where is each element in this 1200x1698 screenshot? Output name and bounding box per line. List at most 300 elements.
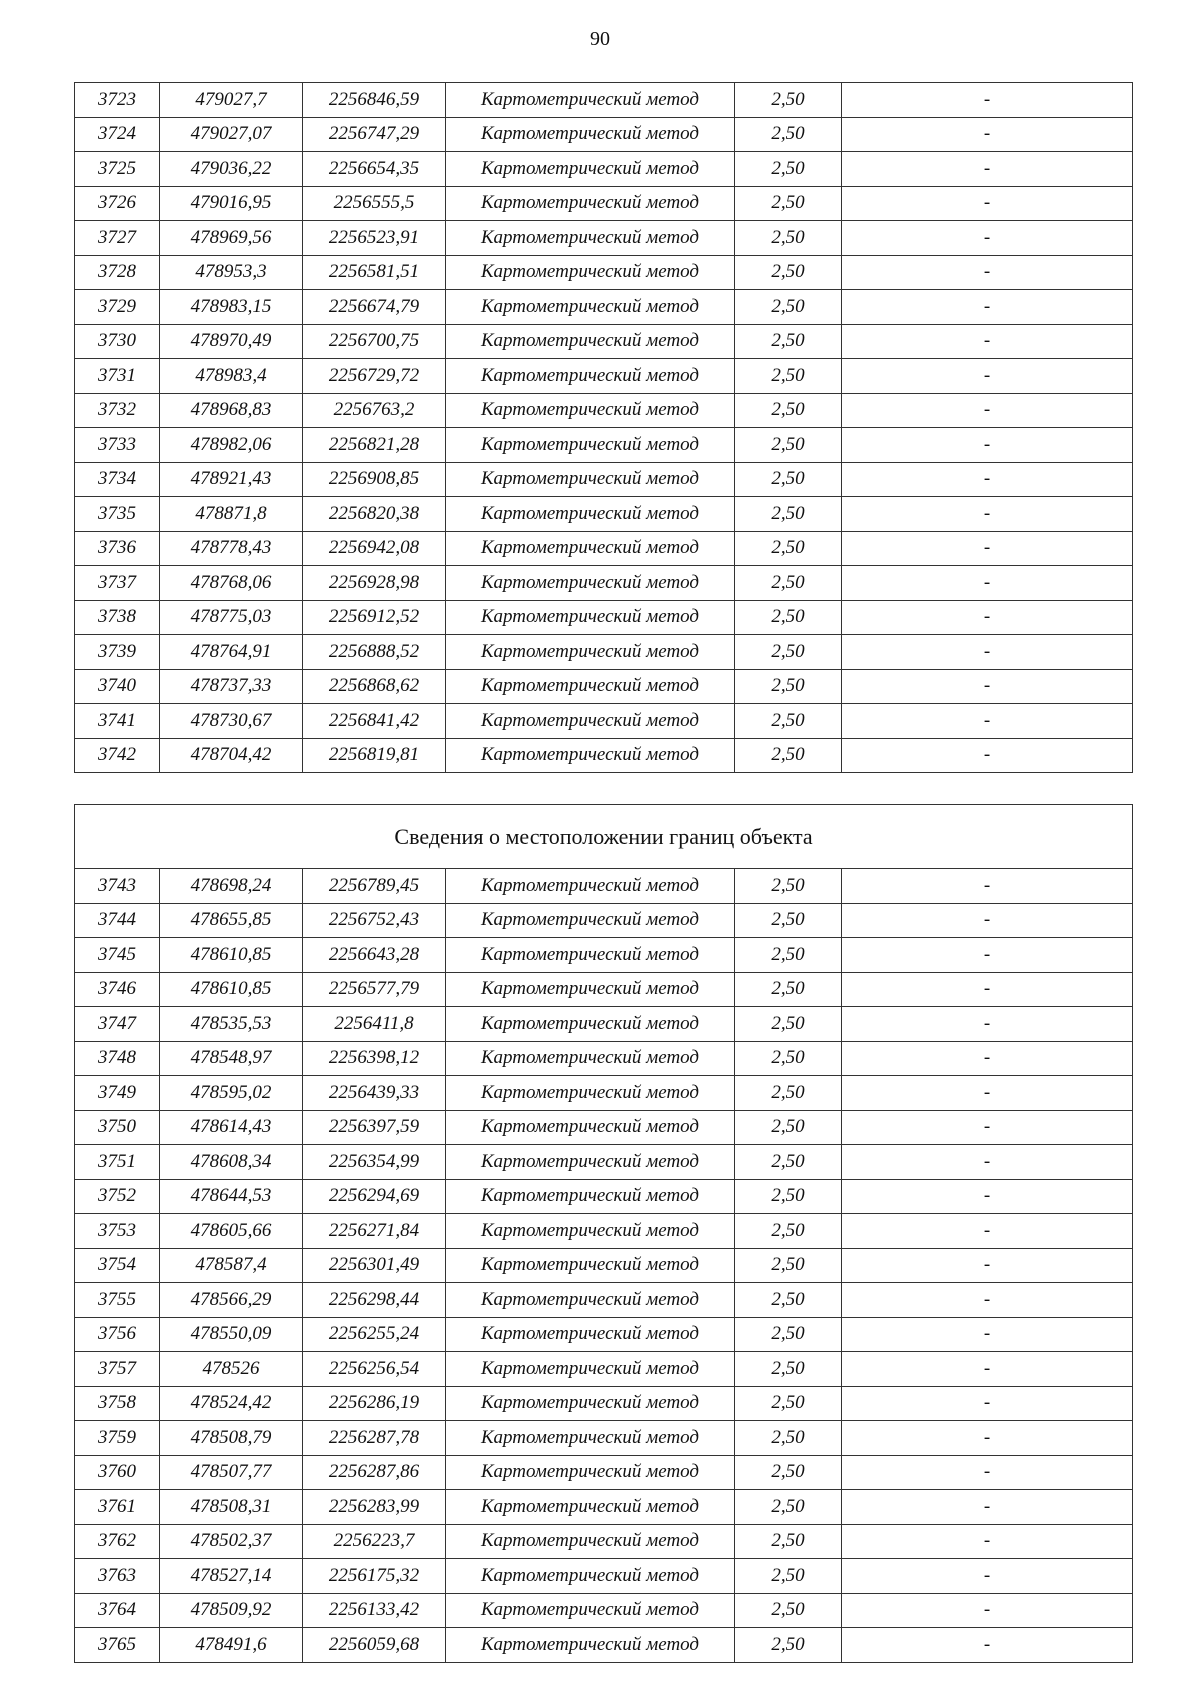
x-coordinate-cell: 479016,95 <box>160 186 303 221</box>
table-row <box>75 600 1133 635</box>
method-cell: Картометрический метод <box>446 903 735 938</box>
x-coordinate-cell: 478871,8 <box>160 497 303 532</box>
table-row <box>75 972 1133 1007</box>
method-cell: Картометрический метод <box>446 497 735 532</box>
method-cell: Картометрический метод <box>446 566 735 601</box>
coordinates-table-2-body <box>75 805 1133 1663</box>
table-row <box>75 1283 1133 1318</box>
method-cell: Картометрический метод <box>446 704 735 739</box>
method-cell: Картометрический метод <box>446 1524 735 1559</box>
table-row <box>75 1179 1133 1214</box>
point-number-cell: 3765 <box>75 1628 160 1663</box>
note-cell: - <box>842 290 1133 325</box>
point-number-cell: 3737 <box>75 566 160 601</box>
y-coordinate-cell: 2256747,29 <box>303 117 446 152</box>
point-number-cell: 3728 <box>75 255 160 290</box>
y-coordinate-cell: 2256928,98 <box>303 566 446 601</box>
y-coordinate-cell: 2256271,84 <box>303 1214 446 1249</box>
accuracy-cell: 2,50 <box>735 938 842 973</box>
table-row <box>75 903 1133 938</box>
accuracy-cell: 2,50 <box>735 704 842 739</box>
table-row <box>75 938 1133 973</box>
method-cell: Картометрический метод <box>446 1110 735 1145</box>
table-row <box>75 359 1133 394</box>
x-coordinate-cell: 478969,56 <box>160 221 303 256</box>
accuracy-cell: 2,50 <box>735 566 842 601</box>
x-coordinate-cell: 478775,03 <box>160 600 303 635</box>
method-cell: Картометрический метод <box>446 1593 735 1628</box>
x-coordinate-cell: 478508,79 <box>160 1421 303 1456</box>
note-cell: - <box>842 566 1133 601</box>
y-coordinate-cell: 2256255,24 <box>303 1317 446 1352</box>
method-cell: Картометрический метод <box>446 1283 735 1318</box>
y-coordinate-cell: 2256942,08 <box>303 531 446 566</box>
note-cell: - <box>842 1593 1133 1628</box>
accuracy-cell: 2,50 <box>735 1559 842 1594</box>
note-cell: - <box>842 152 1133 187</box>
table-row <box>75 462 1133 497</box>
table-row <box>75 497 1133 532</box>
x-coordinate-cell: 478524,42 <box>160 1386 303 1421</box>
table-row <box>75 152 1133 187</box>
point-number-cell: 3752 <box>75 1179 160 1214</box>
y-coordinate-cell: 2256821,28 <box>303 428 446 463</box>
point-number-cell: 3740 <box>75 669 160 704</box>
y-coordinate-cell: 2256294,69 <box>303 1179 446 1214</box>
method-cell: Картометрический метод <box>446 669 735 704</box>
method-cell: Картометрический метод <box>446 1076 735 1111</box>
y-coordinate-cell: 2256398,12 <box>303 1041 446 1076</box>
method-cell: Картометрический метод <box>446 1421 735 1456</box>
y-coordinate-cell: 2256581,51 <box>303 255 446 290</box>
point-number-cell: 3724 <box>75 117 160 152</box>
method-cell: Картометрический метод <box>446 1214 735 1249</box>
y-coordinate-cell: 2256287,78 <box>303 1421 446 1456</box>
point-number-cell: 3754 <box>75 1248 160 1283</box>
y-coordinate-cell: 2256819,81 <box>303 738 446 773</box>
point-number-cell: 3753 <box>75 1214 160 1249</box>
note-cell: - <box>842 359 1133 394</box>
point-number-cell: 3734 <box>75 462 160 497</box>
table-row <box>75 1628 1133 1663</box>
accuracy-cell: 2,50 <box>735 1455 842 1490</box>
table-row <box>75 186 1133 221</box>
x-coordinate-cell: 478614,43 <box>160 1110 303 1145</box>
page-number: 90 <box>590 28 610 50</box>
table-row <box>75 1352 1133 1387</box>
coordinates-table-1-body <box>75 83 1133 773</box>
accuracy-cell: 2,50 <box>735 1421 842 1456</box>
method-cell: Картометрический метод <box>446 152 735 187</box>
method-cell: Картометрический метод <box>446 462 735 497</box>
x-coordinate-cell: 478507,77 <box>160 1455 303 1490</box>
y-coordinate-cell: 2256439,33 <box>303 1076 446 1111</box>
note-cell: - <box>842 1283 1133 1318</box>
method-cell: Картометрический метод <box>446 531 735 566</box>
note-cell: - <box>842 1628 1133 1663</box>
note-cell: - <box>842 497 1133 532</box>
y-coordinate-cell: 2256700,75 <box>303 324 446 359</box>
x-coordinate-cell: 479027,07 <box>160 117 303 152</box>
note-cell: - <box>842 1110 1133 1145</box>
accuracy-cell: 2,50 <box>735 497 842 532</box>
x-coordinate-cell: 478644,53 <box>160 1179 303 1214</box>
x-coordinate-cell: 478526 <box>160 1352 303 1387</box>
table-row <box>75 117 1133 152</box>
method-cell: Картометрический метод <box>446 83 735 118</box>
y-coordinate-cell: 2256789,45 <box>303 869 446 904</box>
note-cell: - <box>842 117 1133 152</box>
method-cell: Картометрический метод <box>446 117 735 152</box>
note-cell: - <box>842 635 1133 670</box>
point-number-cell: 3757 <box>75 1352 160 1387</box>
accuracy-cell: 2,50 <box>735 1283 842 1318</box>
x-coordinate-cell: 478509,92 <box>160 1593 303 1628</box>
y-coordinate-cell: 2256820,38 <box>303 497 446 532</box>
point-number-cell: 3762 <box>75 1524 160 1559</box>
table-row <box>75 869 1133 904</box>
point-number-cell: 3756 <box>75 1317 160 1352</box>
x-coordinate-cell: 479036,22 <box>160 152 303 187</box>
x-coordinate-cell: 479027,7 <box>160 83 303 118</box>
note-cell: - <box>842 1455 1133 1490</box>
note-cell: - <box>842 738 1133 773</box>
y-coordinate-cell: 2256223,7 <box>303 1524 446 1559</box>
x-coordinate-cell: 478778,43 <box>160 531 303 566</box>
note-cell: - <box>842 1317 1133 1352</box>
point-number-cell: 3758 <box>75 1386 160 1421</box>
method-cell: Картометрический метод <box>446 1455 735 1490</box>
note-cell: - <box>842 83 1133 118</box>
method-cell: Картометрический метод <box>446 324 735 359</box>
point-number-cell: 3751 <box>75 1145 160 1180</box>
y-coordinate-cell: 2256577,79 <box>303 972 446 1007</box>
table-row <box>75 1386 1133 1421</box>
method-cell: Картометрический метод <box>446 1386 735 1421</box>
table-row <box>75 83 1133 118</box>
table-row <box>75 324 1133 359</box>
x-coordinate-cell: 478698,24 <box>160 869 303 904</box>
note-cell: - <box>842 428 1133 463</box>
x-coordinate-cell: 478610,85 <box>160 972 303 1007</box>
y-coordinate-cell: 2256411,8 <box>303 1007 446 1042</box>
note-cell: - <box>842 704 1133 739</box>
y-coordinate-cell: 2256283,99 <box>303 1490 446 1525</box>
method-cell: Картометрический метод <box>446 1179 735 1214</box>
note-cell: - <box>842 1179 1133 1214</box>
accuracy-cell: 2,50 <box>735 1628 842 1663</box>
method-cell: Картометрический метод <box>446 1352 735 1387</box>
table-row <box>75 704 1133 739</box>
table-row <box>75 738 1133 773</box>
point-number-cell: 3729 <box>75 290 160 325</box>
point-number-cell: 3742 <box>75 738 160 773</box>
point-number-cell: 3741 <box>75 704 160 739</box>
method-cell: Картометрический метод <box>446 938 735 973</box>
y-coordinate-cell: 2256846,59 <box>303 83 446 118</box>
accuracy-cell: 2,50 <box>735 462 842 497</box>
accuracy-cell: 2,50 <box>735 324 842 359</box>
y-coordinate-cell: 2256654,35 <box>303 152 446 187</box>
point-number-cell: 3733 <box>75 428 160 463</box>
point-number-cell: 3749 <box>75 1076 160 1111</box>
note-cell: - <box>842 221 1133 256</box>
method-cell: Картометрический метод <box>446 972 735 1007</box>
accuracy-cell: 2,50 <box>735 1386 842 1421</box>
accuracy-cell: 2,50 <box>735 221 842 256</box>
table-row <box>75 1145 1133 1180</box>
table-row <box>75 1559 1133 1594</box>
accuracy-cell: 2,50 <box>735 152 842 187</box>
accuracy-cell: 2,50 <box>735 1524 842 1559</box>
x-coordinate-cell: 478764,91 <box>160 635 303 670</box>
accuracy-cell: 2,50 <box>735 869 842 904</box>
method-cell: Картометрический метод <box>446 1007 735 1042</box>
accuracy-cell: 2,50 <box>735 290 842 325</box>
note-cell: - <box>842 669 1133 704</box>
x-coordinate-cell: 478608,34 <box>160 1145 303 1180</box>
note-cell: - <box>842 1145 1133 1180</box>
x-coordinate-cell: 478491,6 <box>160 1628 303 1663</box>
accuracy-cell: 2,50 <box>735 738 842 773</box>
y-coordinate-cell: 2256287,86 <box>303 1455 446 1490</box>
y-coordinate-cell: 2256175,32 <box>303 1559 446 1594</box>
method-cell: Картометрический метод <box>446 393 735 428</box>
y-coordinate-cell: 2256912,52 <box>303 600 446 635</box>
x-coordinate-cell: 478968,83 <box>160 393 303 428</box>
note-cell: - <box>842 869 1133 904</box>
x-coordinate-cell: 478587,4 <box>160 1248 303 1283</box>
table-row <box>75 1317 1133 1352</box>
note-cell: - <box>842 600 1133 635</box>
note-cell: - <box>842 1076 1133 1111</box>
x-coordinate-cell: 478595,02 <box>160 1076 303 1111</box>
note-cell: - <box>842 1041 1133 1076</box>
y-coordinate-cell: 2256908,85 <box>303 462 446 497</box>
y-coordinate-cell: 2256841,42 <box>303 704 446 739</box>
method-cell: Картометрический метод <box>446 1490 735 1525</box>
accuracy-cell: 2,50 <box>735 1179 842 1214</box>
point-number-cell: 3748 <box>75 1041 160 1076</box>
accuracy-cell: 2,50 <box>735 393 842 428</box>
coordinates-table-2 <box>74 804 1133 1663</box>
y-coordinate-cell: 2256523,91 <box>303 221 446 256</box>
y-coordinate-cell: 2256059,68 <box>303 1628 446 1663</box>
accuracy-cell: 2,50 <box>735 255 842 290</box>
note-cell: - <box>842 1559 1133 1594</box>
method-cell: Картометрический метод <box>446 1317 735 1352</box>
note-cell: - <box>842 972 1133 1007</box>
point-number-cell: 3726 <box>75 186 160 221</box>
accuracy-cell: 2,50 <box>735 531 842 566</box>
y-coordinate-cell: 2256286,19 <box>303 1386 446 1421</box>
x-coordinate-cell: 478983,15 <box>160 290 303 325</box>
method-cell: Картометрический метод <box>446 600 735 635</box>
accuracy-cell: 2,50 <box>735 1593 842 1628</box>
point-number-cell: 3725 <box>75 152 160 187</box>
point-number-cell: 3730 <box>75 324 160 359</box>
table-row <box>75 1248 1133 1283</box>
y-coordinate-cell: 2256354,99 <box>303 1145 446 1180</box>
point-number-cell: 3736 <box>75 531 160 566</box>
point-number-cell: 3755 <box>75 1283 160 1318</box>
table-row <box>75 1421 1133 1456</box>
table-row <box>75 1524 1133 1559</box>
table-row <box>75 531 1133 566</box>
note-cell: - <box>842 531 1133 566</box>
x-coordinate-cell: 478983,4 <box>160 359 303 394</box>
y-coordinate-cell: 2256397,59 <box>303 1110 446 1145</box>
note-cell: - <box>842 938 1133 973</box>
accuracy-cell: 2,50 <box>735 83 842 118</box>
accuracy-cell: 2,50 <box>735 903 842 938</box>
point-number-cell: 3732 <box>75 393 160 428</box>
table-row <box>75 1455 1133 1490</box>
note-cell: - <box>842 1386 1133 1421</box>
point-number-cell: 3746 <box>75 972 160 1007</box>
note-cell: - <box>842 1421 1133 1456</box>
note-cell: - <box>842 1490 1133 1525</box>
accuracy-cell: 2,50 <box>735 1145 842 1180</box>
accuracy-cell: 2,50 <box>735 669 842 704</box>
accuracy-cell: 2,50 <box>735 428 842 463</box>
table-row <box>75 1593 1133 1628</box>
table-row <box>75 1490 1133 1525</box>
x-coordinate-cell: 478610,85 <box>160 938 303 973</box>
x-coordinate-cell: 478737,33 <box>160 669 303 704</box>
y-coordinate-cell: 2256674,79 <box>303 290 446 325</box>
note-cell: - <box>842 1214 1133 1249</box>
point-number-cell: 3744 <box>75 903 160 938</box>
method-cell: Картометрический метод <box>446 1041 735 1076</box>
x-coordinate-cell: 478605,66 <box>160 1214 303 1249</box>
table-row <box>75 1214 1133 1249</box>
point-number-cell: 3761 <box>75 1490 160 1525</box>
note-cell: - <box>842 1352 1133 1387</box>
method-cell: Картометрический метод <box>446 255 735 290</box>
x-coordinate-cell: 478502,37 <box>160 1524 303 1559</box>
table-row <box>75 1110 1133 1145</box>
note-cell: - <box>842 186 1133 221</box>
method-cell: Картометрический метод <box>446 221 735 256</box>
point-number-cell: 3763 <box>75 1559 160 1594</box>
point-number-cell: 3727 <box>75 221 160 256</box>
accuracy-cell: 2,50 <box>735 117 842 152</box>
x-coordinate-cell: 478550,09 <box>160 1317 303 1352</box>
y-coordinate-cell: 2256555,5 <box>303 186 446 221</box>
x-coordinate-cell: 478921,43 <box>160 462 303 497</box>
y-coordinate-cell: 2256888,52 <box>303 635 446 670</box>
y-coordinate-cell: 2256301,49 <box>303 1248 446 1283</box>
note-cell: - <box>842 324 1133 359</box>
note-cell: - <box>842 1007 1133 1042</box>
accuracy-cell: 2,50 <box>735 186 842 221</box>
point-number-cell: 3739 <box>75 635 160 670</box>
accuracy-cell: 2,50 <box>735 972 842 1007</box>
method-cell: Картометрический метод <box>446 1628 735 1663</box>
method-cell: Картометрический метод <box>446 635 735 670</box>
x-coordinate-cell: 478704,42 <box>160 738 303 773</box>
method-cell: Картометрический метод <box>446 1145 735 1180</box>
x-coordinate-cell: 478953,3 <box>160 255 303 290</box>
accuracy-cell: 2,50 <box>735 1007 842 1042</box>
table-row <box>75 393 1133 428</box>
x-coordinate-cell: 478535,53 <box>160 1007 303 1042</box>
point-number-cell: 3743 <box>75 869 160 904</box>
accuracy-cell: 2,50 <box>735 1041 842 1076</box>
point-number-cell: 3745 <box>75 938 160 973</box>
y-coordinate-cell: 2256298,44 <box>303 1283 446 1318</box>
note-cell: - <box>842 255 1133 290</box>
x-coordinate-cell: 478548,97 <box>160 1041 303 1076</box>
table-row <box>75 1076 1133 1111</box>
table-row <box>75 1041 1133 1076</box>
table-row <box>75 255 1133 290</box>
point-number-cell: 3723 <box>75 83 160 118</box>
note-cell: - <box>842 462 1133 497</box>
table-row <box>75 1007 1133 1042</box>
method-cell: Картометрический метод <box>446 428 735 463</box>
accuracy-cell: 2,50 <box>735 1214 842 1249</box>
y-coordinate-cell: 2256763,2 <box>303 393 446 428</box>
accuracy-cell: 2,50 <box>735 635 842 670</box>
point-number-cell: 3759 <box>75 1421 160 1456</box>
section-heading: Сведения о местоположении границ объекта <box>75 805 1133 869</box>
note-cell: - <box>842 903 1133 938</box>
point-number-cell: 3735 <box>75 497 160 532</box>
method-cell: Картометрический метод <box>446 186 735 221</box>
point-number-cell: 3747 <box>75 1007 160 1042</box>
note-cell: - <box>842 1524 1133 1559</box>
table-row <box>75 221 1133 256</box>
y-coordinate-cell: 2256643,28 <box>303 938 446 973</box>
point-number-cell: 3750 <box>75 1110 160 1145</box>
method-cell: Картометрический метод <box>446 738 735 773</box>
table-row <box>75 428 1133 463</box>
point-number-cell: 3738 <box>75 600 160 635</box>
method-cell: Картометрический метод <box>446 359 735 394</box>
method-cell: Картометрический метод <box>446 1248 735 1283</box>
table-row <box>75 635 1133 670</box>
accuracy-cell: 2,50 <box>735 1352 842 1387</box>
method-cell: Картометрический метод <box>446 869 735 904</box>
method-cell: Картометрический метод <box>446 1559 735 1594</box>
point-number-cell: 3731 <box>75 359 160 394</box>
note-cell: - <box>842 1248 1133 1283</box>
x-coordinate-cell: 478508,31 <box>160 1490 303 1525</box>
y-coordinate-cell: 2256133,42 <box>303 1593 446 1628</box>
point-number-cell: 3760 <box>75 1455 160 1490</box>
accuracy-cell: 2,50 <box>735 1317 842 1352</box>
x-coordinate-cell: 478527,14 <box>160 1559 303 1594</box>
x-coordinate-cell: 478730,67 <box>160 704 303 739</box>
accuracy-cell: 2,50 <box>735 1110 842 1145</box>
y-coordinate-cell: 2256256,54 <box>303 1352 446 1387</box>
table-row <box>75 669 1133 704</box>
table-row <box>75 566 1133 601</box>
section-heading-row <box>75 805 1133 869</box>
accuracy-cell: 2,50 <box>735 359 842 394</box>
coordinates-table-1 <box>74 82 1133 773</box>
accuracy-cell: 2,50 <box>735 600 842 635</box>
accuracy-cell: 2,50 <box>735 1076 842 1111</box>
x-coordinate-cell: 478566,29 <box>160 1283 303 1318</box>
x-coordinate-cell: 478970,49 <box>160 324 303 359</box>
y-coordinate-cell: 2256752,43 <box>303 903 446 938</box>
x-coordinate-cell: 478655,85 <box>160 903 303 938</box>
y-coordinate-cell: 2256729,72 <box>303 359 446 394</box>
point-number-cell: 3764 <box>75 1593 160 1628</box>
